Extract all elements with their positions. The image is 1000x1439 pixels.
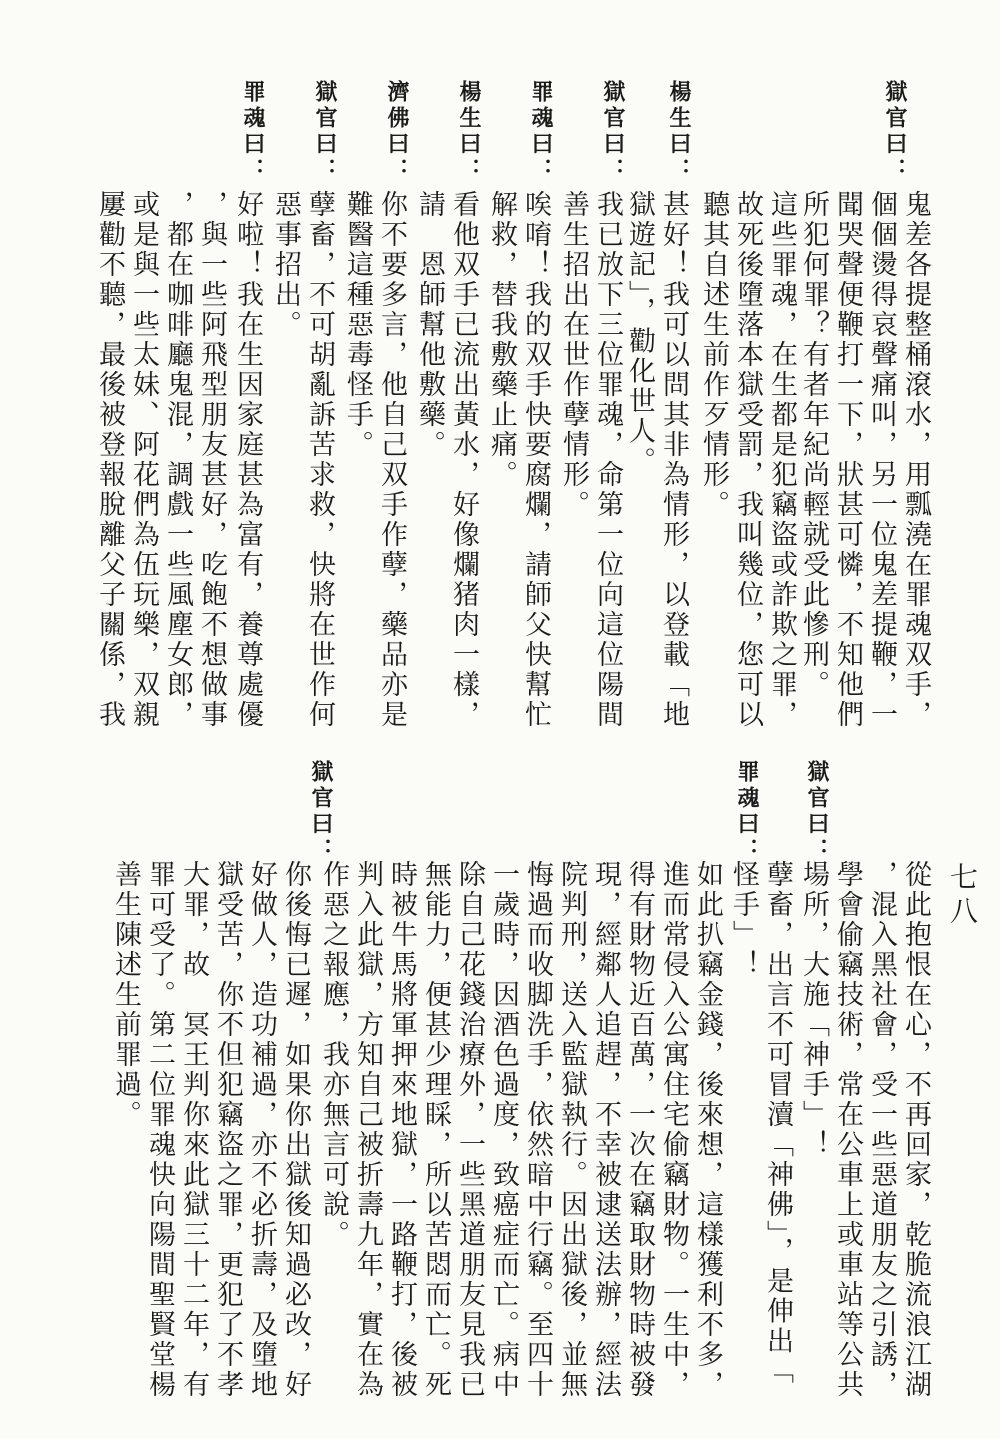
text-column: 學會偷竊技術，常在公車上或車站等公共	[832, 860, 863, 1400]
speaker-label: 罪魂曰：	[528, 80, 554, 184]
text-column: 院判刑，送入監獄執行。因出獄後，並無	[556, 860, 587, 1400]
bottom-section	[60, 750, 940, 1400]
text-column: 請 恩師幫他敷藥。	[414, 190, 445, 460]
text-column: 屢勸不聽，最後被登報脫離父子關係，我	[94, 190, 125, 730]
text-column: 惡事招出。	[270, 190, 301, 340]
speaker-label: 楊生曰：	[666, 80, 692, 184]
speaker-label: 獄官曰：	[882, 80, 908, 184]
text-column: 一歲時，因酒色過度，致癌症而亡。病中	[488, 860, 519, 1400]
speaker-label: 楊生曰：	[456, 80, 482, 184]
text-column: 聞哭聲便鞭打一下，狀甚可憐，不知他們	[832, 190, 863, 730]
text-column: 罪可受了。第二位罪魂快向陽間聖賢堂楊	[144, 860, 175, 1400]
text-column: 大罪，故 冥王判你來此獄三十二年，有	[178, 860, 209, 1400]
text-column: 解救，替我敷藥止痛。	[486, 190, 517, 490]
text-column: 時被牛馬將軍押來地獄，一路鞭打，後被	[386, 860, 417, 1400]
text-column: 甚好！我可以問其非為情形，以登載「地	[658, 190, 689, 730]
text-column: 除自己花錢治療外，一些黑道朋友見我已	[454, 860, 485, 1400]
text-column: 獄遊記」，勸化世人。	[624, 190, 655, 477]
top-section	[60, 70, 940, 730]
text-column: 得有財物近百萬，一次在竊取財物時被發	[624, 860, 655, 1400]
speaker-label: 獄官曰：	[600, 80, 626, 184]
speaker-label: 獄官曰：	[312, 80, 338, 184]
text-column: 好做人，造功補過，亦不必折壽，及墮地	[246, 860, 277, 1400]
text-column: 善生招出在世作孽情形。	[558, 190, 589, 520]
text-column: 孽畜，出言不可冒瀆「神佛」，是伸出「	[762, 860, 793, 1387]
text-column: 我已放下三位罪魂，命第一位向這位陽間	[592, 190, 623, 730]
text-column: 或是與一些太妹、阿花們為伍玩樂，双親	[128, 190, 159, 730]
text-column: 你後悔已遲，如果你出獄後知過必改，好	[280, 860, 311, 1400]
text-column: 無能力，便甚少理睬，所以苦悶而亡。死	[420, 860, 451, 1400]
text-column: 從此抱恨在心，不再回家，乾脆流浪江湖	[900, 860, 931, 1400]
text-column: 孽畜，不可胡亂訴苦求救，快將在世作何	[304, 190, 335, 730]
text-column: ，都在咖啡廳鬼混，調戲一些風塵女郎，	[162, 190, 193, 730]
text-column: 悔過而收脚洗手，依然暗中行竊。至四十	[522, 860, 553, 1400]
text-column: ，混入黑社會，受一些惡道朋友之引誘，	[866, 860, 897, 1400]
text-column: 怪手」！	[728, 860, 759, 980]
text-column: 故死後墮落本獄受罰，我叫幾位，您可以	[732, 190, 763, 730]
text-column: 好啦！我在生因家庭甚為富有，養尊處優	[232, 190, 263, 730]
text-column: 唉唷！我的双手快要腐爛，請師父快幫忙	[520, 190, 551, 730]
text-column: 個個燙得哀聲痛叫，另一位鬼差提鞭，一	[866, 190, 897, 730]
speaker-label: 罪魂曰：	[240, 80, 266, 184]
text-column: 場所，大施「神手」！	[798, 860, 829, 1160]
text-column: 看他双手已流出黃水，好像爛猪肉一樣，	[448, 190, 479, 730]
text-column: 善生陳述生前罪過。	[110, 860, 141, 1130]
text-column: 現，經鄰人追趕，不幸被逮送法辦，經法	[590, 860, 621, 1400]
text-column: 難醫這種惡毒怪手。	[342, 190, 373, 460]
text-column: 所犯何罪？有者年紀尚輕就受此慘刑。	[798, 190, 829, 700]
page-number: 七八	[946, 862, 979, 930]
text-column: 這些罪魂，在生都是犯竊盜或詐欺之罪，	[766, 190, 797, 730]
text-column: 聽其自述生前作歹情形。	[698, 190, 729, 520]
speaker-label: 濟佛曰：	[384, 80, 410, 184]
text-column: 作惡之報應，我亦無言可說。	[318, 860, 349, 1250]
text-column: 你不要多言，他自己双手作孽，藥品亦是	[376, 190, 407, 730]
text-column: 鬼差各提整桶滾水，用瓢澆在罪魂双手，	[900, 190, 931, 730]
text-column: 進而常侵入公寓住宅偷竊財物。一生中，	[658, 860, 689, 1400]
text-column: ，與一些阿飛型朋友甚好，吃飽不想做事	[196, 190, 227, 730]
speaker-label: 獄官曰：	[804, 760, 830, 864]
text-column: 如此扒竊金錢，後來想，這樣獲利不多，	[692, 860, 723, 1400]
text-column: 獄受苦，你不但犯竊盜之罪，更犯了不孝	[212, 860, 243, 1400]
text-column: 判入此獄，方知自己被折壽九年，實在為	[352, 860, 383, 1400]
speaker-label: 罪魂曰：	[734, 760, 760, 864]
speaker-label: 獄官曰：	[308, 760, 334, 864]
